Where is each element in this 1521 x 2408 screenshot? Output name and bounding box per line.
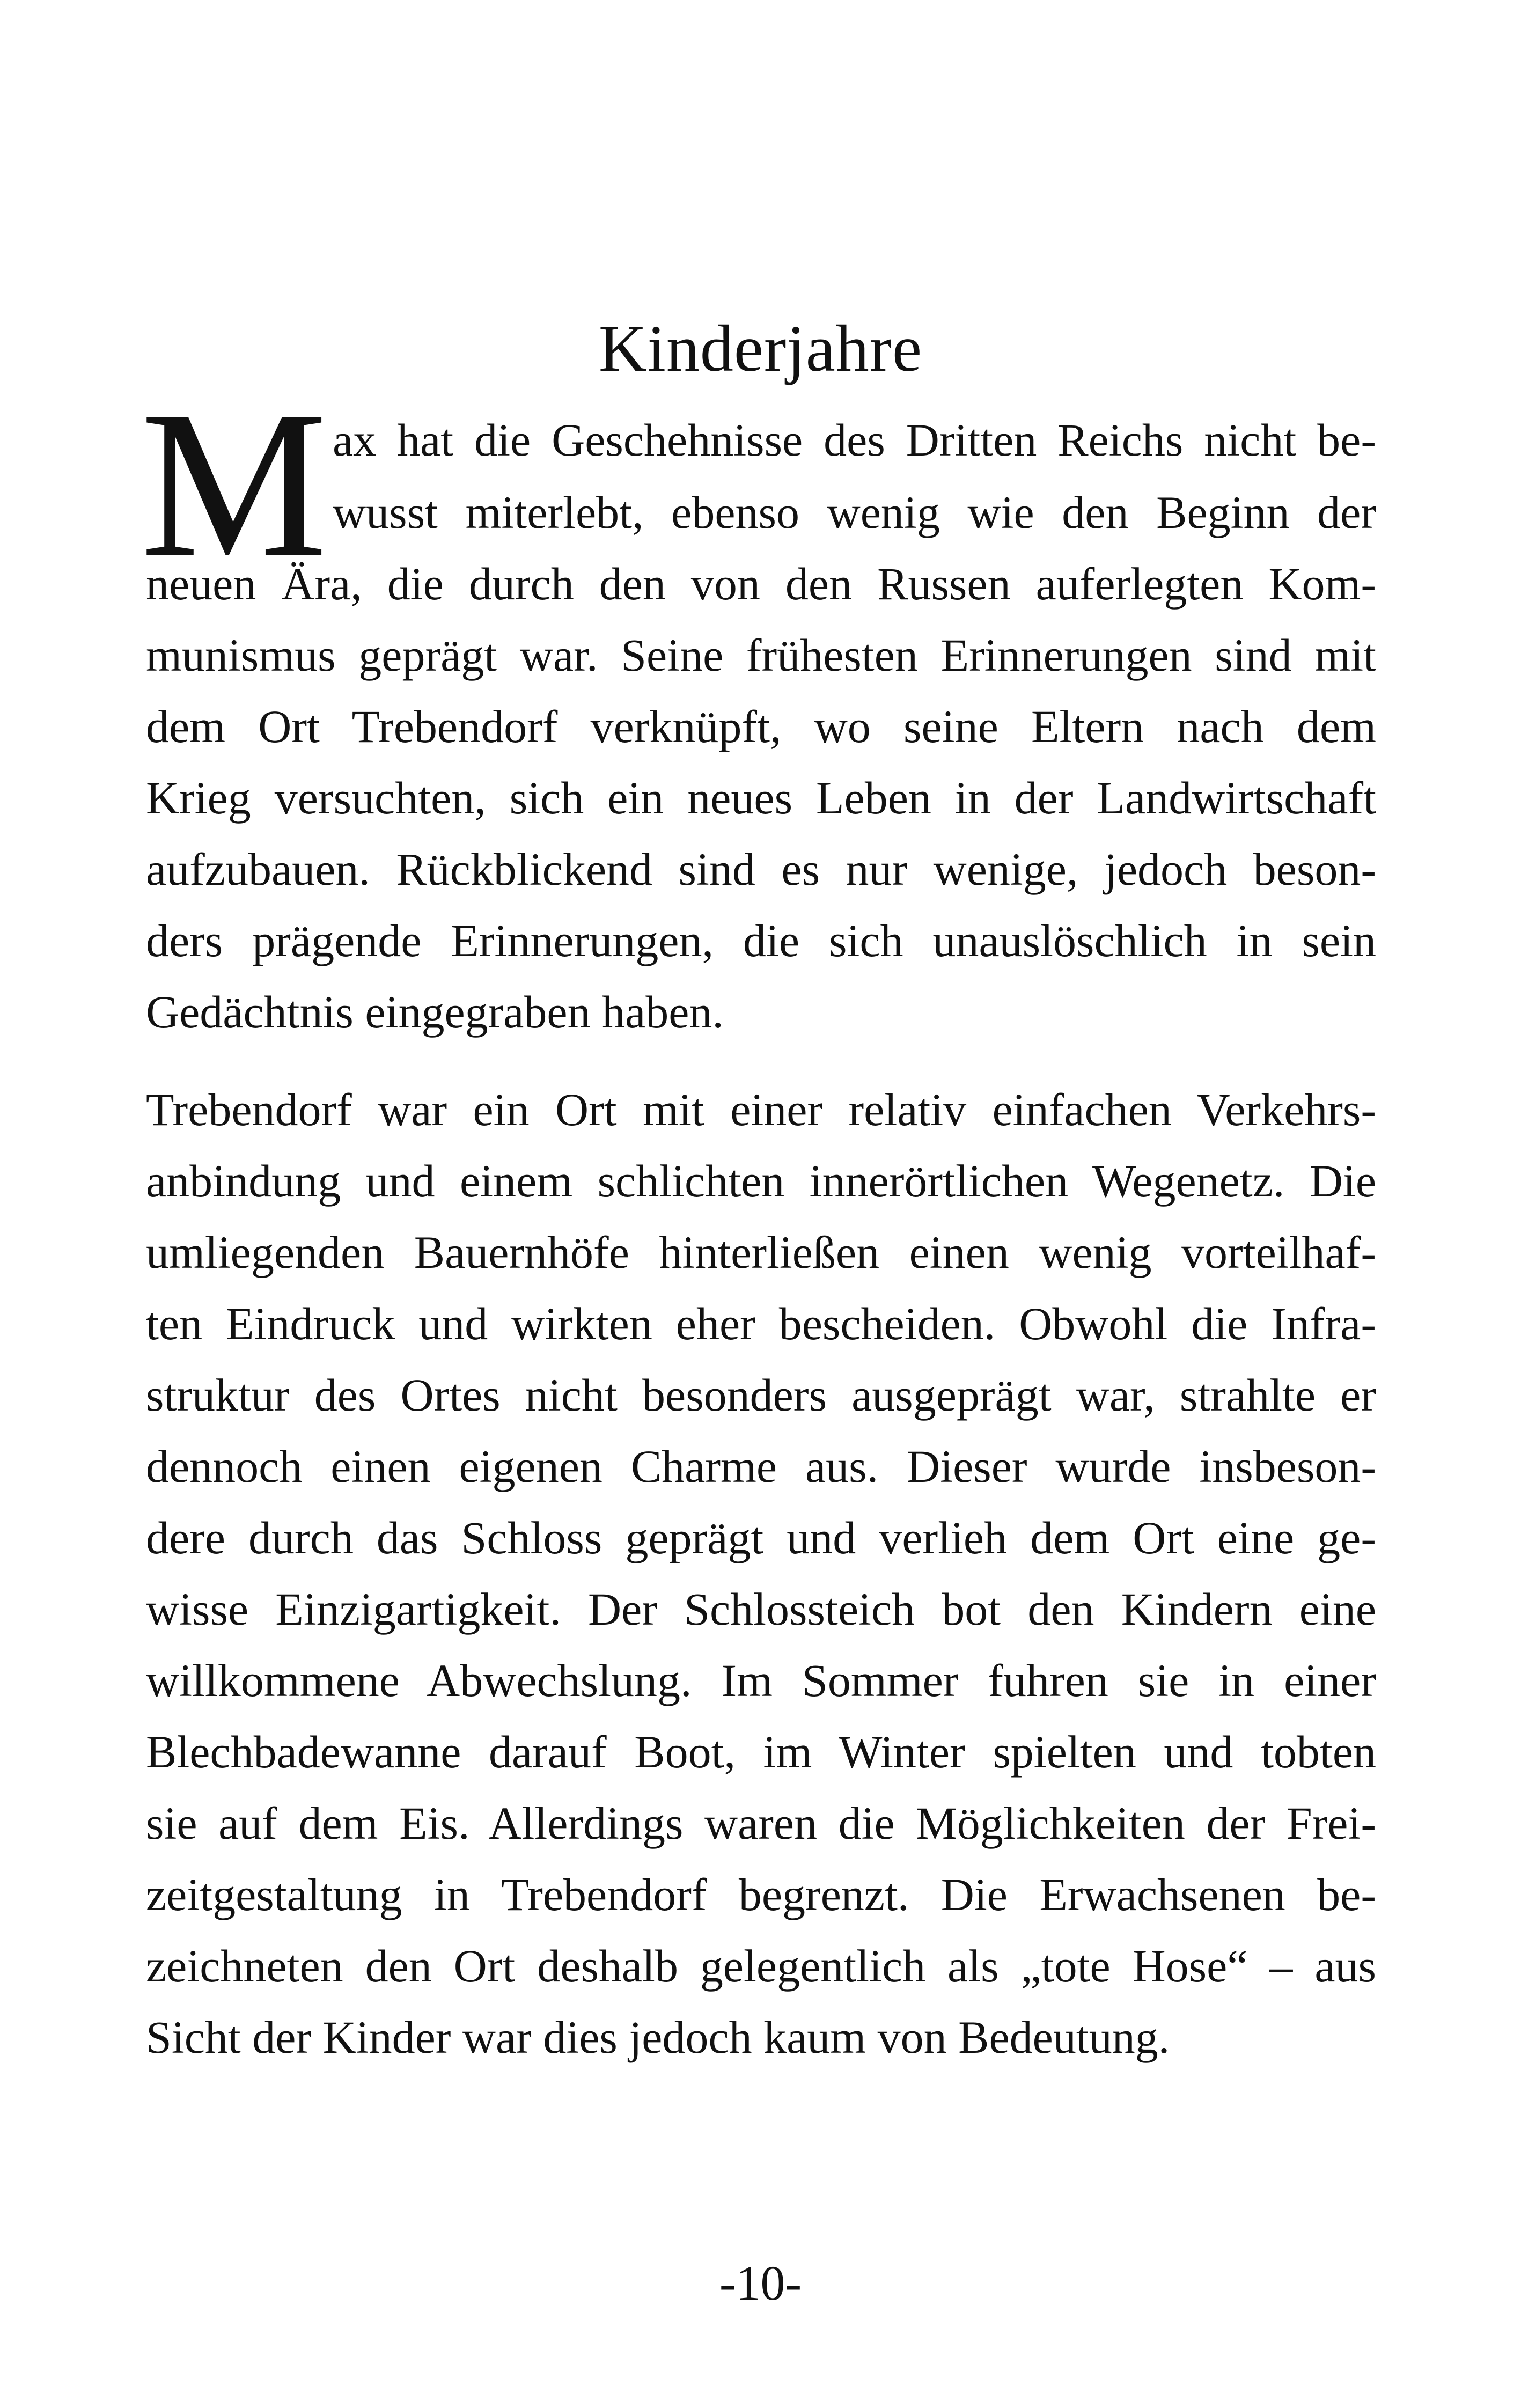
paragraph-line: umliegenden Bauernhöfe hinterließen einen wenig vorteilhaf- xyxy=(146,1227,1376,1278)
paragraph-line: dem Ort Trebendorf verknüpft, wo seine Eltern nach dem xyxy=(146,701,1376,752)
paragraph-line: aufzubauen. Rückblickend sind es nur wenige, jedoch beson- xyxy=(146,843,1376,895)
drop-cap: M xyxy=(141,368,328,600)
paragraph-line: munismus geprägt war. Seine frühesten Erinnerungen sind mit xyxy=(146,629,1376,681)
paragraph-line: zeitgestaltung in Trebendorf begrenzt. Die Erwachsenen be- xyxy=(146,1869,1376,1920)
paragraph-line: ax hat die Geschehnisse des Dritten Reichs nicht be- xyxy=(333,414,1376,466)
paragraph-line: Krieg versuchten, sich ein neues Leben in der Landwirtschaft xyxy=(146,772,1376,824)
paragraph-line: dere durch das Schloss geprägt und verlieh dem Ort eine ge- xyxy=(146,1512,1376,1563)
paragraph-line: dennoch einen eigenen Charme aus. Dieser wurde insbeson- xyxy=(146,1441,1376,1492)
paragraph-line: sie auf dem Eis. Allerdings waren die Möglichkeiten der Frei- xyxy=(146,1797,1376,1849)
chapter-title: Kinderjahre xyxy=(598,312,923,385)
paragraph-line: Sicht der Kinder war dies jedoch kaum von Bedeutung. xyxy=(146,2011,1170,2063)
paragraph-line: wusst miterlebt, ebenso wenig wie den Beginn der xyxy=(333,487,1376,538)
paragraph-line: Trebendorf war ein Ort mit einer relativ einfachen Verkehrs- xyxy=(146,1084,1376,1135)
paragraph-line: ten Eindruck und wirkten eher bescheiden. Obwohl die Infra- xyxy=(146,1298,1376,1349)
paragraph-line: zeichneten den Ort deshalb gelegentlich als „tote Hose“ – aus xyxy=(146,1940,1376,1992)
paragraph-line: ders prägende Erinnerungen, die sich unauslöschlich in sein xyxy=(146,915,1376,966)
paragraph-line: anbindung und einem schlichten innerörtlichen Wegenetz. Die xyxy=(146,1155,1376,1207)
paragraph-line: Blechbadewanne darauf Boot, im Winter spielten und tobten xyxy=(146,1726,1376,1778)
paragraph-line: wisse Einzigartigkeit. Der Schlossteich bot den Kindern eine xyxy=(146,1583,1376,1635)
paragraph-line: willkommene Abwechslung. Im Sommer fuhren sie in einer xyxy=(146,1655,1376,1706)
paragraph-line: Gedächtnis eingegraben haben. xyxy=(146,986,724,1038)
page-number: -10- xyxy=(719,2256,802,2310)
paragraph-line: neuen Ära, die durch den von den Russen auferlegten Kom- xyxy=(146,558,1376,610)
paragraph-line: struktur des Ortes nicht besonders ausgeprägt war, strahlte er xyxy=(146,1369,1376,1421)
